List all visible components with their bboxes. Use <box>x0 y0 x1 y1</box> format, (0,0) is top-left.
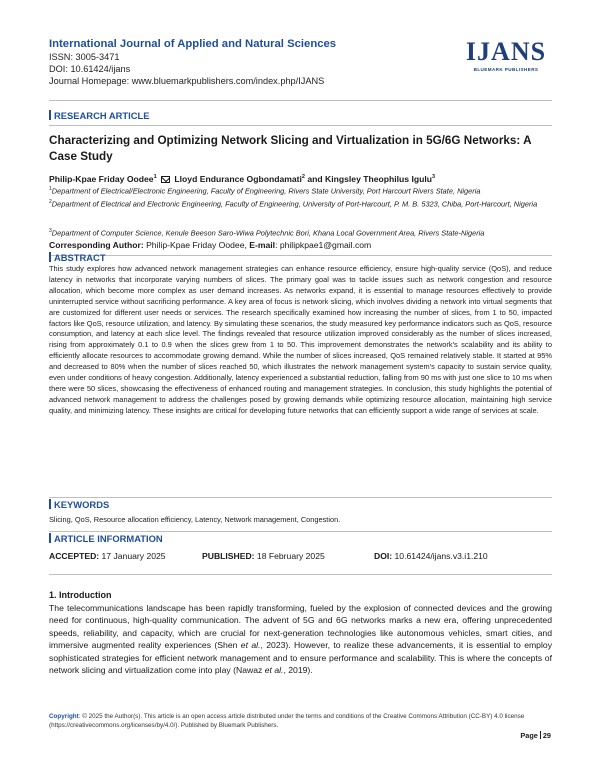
copyright-text: : © 2025 the Author(s). This article is an open access article distributed under the terms and conditions of the Creative Commons Attribution (CC-BY) 4.0 license (https://creativecommons.org/licenses/by/4.0/). Published by Bluemark Publishers. <box>49 713 525 729</box>
author-2-sup: 2 <box>301 174 305 180</box>
copyright-label: Copyright <box>49 713 79 720</box>
accepted-date <box>49 551 166 561</box>
intro-text-c: , 2019). <box>283 665 313 676</box>
published-value: 18 February 2025 <box>256 551 325 561</box>
intro-divider <box>49 574 552 575</box>
affiliation-1 <box>49 184 552 196</box>
author-3: Kingsley Theophilus Igulu <box>325 173 432 184</box>
accepted-value: 17 January 2025 <box>101 551 166 561</box>
section-article-info <box>49 533 163 544</box>
author-and: and <box>307 173 323 184</box>
author-2: Lloyd Endurance Ogbondamati <box>174 173 302 184</box>
corresponding-email[interactable]: : philipkpae1@gmail.com <box>275 240 372 250</box>
affiliation-2-sup: 2 <box>49 199 52 205</box>
doi-value[interactable]: 10.61424/ijans.v3.i1.210 <box>394 551 488 561</box>
header-divider <box>49 100 552 101</box>
journal-doi: DOI: 10.61424/ijans <box>49 64 131 74</box>
affiliation-3 <box>49 226 552 238</box>
published-date <box>202 551 325 561</box>
copyright-footer <box>49 712 552 730</box>
section-label: ABSTRACT <box>54 252 106 263</box>
section-label: KEYWORDS <box>54 499 110 510</box>
intro-etal-2: et al. <box>264 665 284 676</box>
affiliation-3-sup: 3 <box>49 228 52 234</box>
intro-text-a: The telecommunications landscape has been rapidly transforming, fueled by the explosion of connected devices and the growing need for continuous, high-quality communication. The advent of 5G and 6G networks marks a new era, offering unprecedented speeds, reliability, and capacity, which are crucial for next-generation technologies like autonomous vehicles, smart cities, and immersive augmented reality experiences (Shen <box>49 603 552 651</box>
page-label: Page <box>520 731 538 740</box>
section-bar <box>49 533 51 543</box>
author-3-sup: 3 <box>431 174 436 180</box>
corresponding-label: Corresponding Author: <box>49 240 144 250</box>
section-label: ARTICLE INFORMATION <box>54 533 163 544</box>
keywords-divider <box>49 497 552 498</box>
page-num: 29 <box>542 731 551 740</box>
envelope-icon[interactable] <box>161 176 170 183</box>
section-bar <box>49 499 51 509</box>
author-1-sup: 1 <box>153 174 157 180</box>
page-separator <box>540 731 541 739</box>
section-abstract <box>49 252 106 263</box>
info-divider <box>49 531 552 532</box>
journal-header <box>49 37 449 87</box>
abstract-divider-top <box>49 255 552 256</box>
intro-etal-1: et al. <box>240 640 261 651</box>
author-1: Philip-Kpae Friday Oodee <box>49 173 154 184</box>
article-doi <box>374 551 488 561</box>
affiliation-1-sup: 1 <box>49 186 52 192</box>
corresponding-author <box>49 240 552 251</box>
section-bar <box>49 252 51 262</box>
page-number <box>520 731 551 740</box>
doi-label: DOI: <box>374 551 393 561</box>
title-divider <box>49 125 552 126</box>
email-label: E-mail <box>249 240 276 250</box>
abstract-text: This study explores how advanced network management strategies can enhance resource efficiency, ensure high-quality service (QoS), and reduce latency in networks that incorporate varying numbers of slices. The primary goal was to tackle issues such as network congestion and resource allocation, which become more complex as user demand increases. As networks expand, it is essential to manage resources effectively to provide uninterrupted service without sacrificing performance. A key area of focus is network slicing, which involves dividing a network into virtual segments that are customized for different user needs or services. The research specifically examined how increasing the number of slices, from 1 to 50, impacted factors like QoS, resource utilization, and latency. By simulating these scenarios, the study measured key performance indicators such as QoS, resource consumption, and latency at each slice level. The findings revealed that resource utilization improved considerably as the number of slices increased, rising from approximately 0.1 to 0.9 when the slices grew from 1 to 50. This improvement demonstrates the network's scalability and its ability to efficiently allocate resources to accommodate growing demand. While the number of slices increased, QoS remained relatively stable. It started at 95% and decreased to 80% when the number of slices reached 50, which illustrates the network management system's capacity to sustain service quality, even under conditions of heavy congestion. Additionally, latency experienced a substantial reduction, falling from 90 ms with just one slice to 10 ms when there were 50 slices, showcasing the effectiveness of enhanced routing and management strategies. In conclusion, this study highlights the potential of advanced network management to address the challenges posed by growing demands while optimizing resource allocation, maintaining high service quality, and minimizing latency. These insights are critical for developing future networks that can efficiently support a wide range of services at scale. <box>49 264 552 415</box>
intro-text-b: , 2023). However, to realize these advancements, it is essential to employ sophisticated strategies for efficient network management and to ensure performance and scalability. This is where the concepts of network slicing and virtualization come into play (Nawaz <box>49 640 553 676</box>
affiliation-2 <box>49 197 552 209</box>
logo-text: IJANS <box>465 37 547 66</box>
section-keywords <box>49 499 109 510</box>
accepted-label: ACCEPTED: <box>49 551 100 561</box>
section-label: RESEARCH ARTICLE <box>54 110 150 121</box>
issn: ISSN: 3005-3471 <box>49 52 120 62</box>
article-info-row <box>49 551 552 563</box>
introduction-paragraph <box>49 602 552 676</box>
journal-homepage[interactable]: Journal Homepage: www.bluemarkpublishers.com/index.php/IJANS <box>49 76 325 86</box>
author-line <box>49 172 552 185</box>
introduction-heading: 1. Introduction <box>49 590 112 600</box>
journal-logo <box>454 38 558 72</box>
published-label: PUBLISHED: <box>202 551 255 561</box>
section-research-article <box>49 110 150 121</box>
logo-subtext: BLUEMARK PUBLISHERS <box>473 67 539 72</box>
affiliation-2-text: Department of Electrical and Electronic Engineering, Faculty of Engineering, University of Port-Harcourt, P. M. B. 5323, Chiba, Port-Harcourt, Nigeria <box>51 199 538 209</box>
section-bar <box>49 110 51 120</box>
keywords-text: Slicing, QoS, Resource allocation efficiency, Latency, Network management, Congestion. <box>49 515 341 524</box>
affiliation-1-text: Department of Electrical/Electronic Engineering, Faculty of Engineering, Rivers State University, Port Harcourt Rivers State, Nigeria <box>51 186 481 196</box>
affiliation-3-text: Department of Computer Science, Kenule Beeson Saro-Wiwa Polytechnic Bori, Khana Local Government Area, Rivers State-Nigeria <box>51 228 485 238</box>
paper-title: Characterizing and Optimizing Network Slicing and Virtualization in 5G/6G Networks: A Case Study <box>49 134 532 163</box>
journal-name[interactable]: International Journal of Applied and Natural Sciences <box>49 38 337 50</box>
corresponding-name: Philip-Kpae Friday Oodee, <box>146 240 247 250</box>
